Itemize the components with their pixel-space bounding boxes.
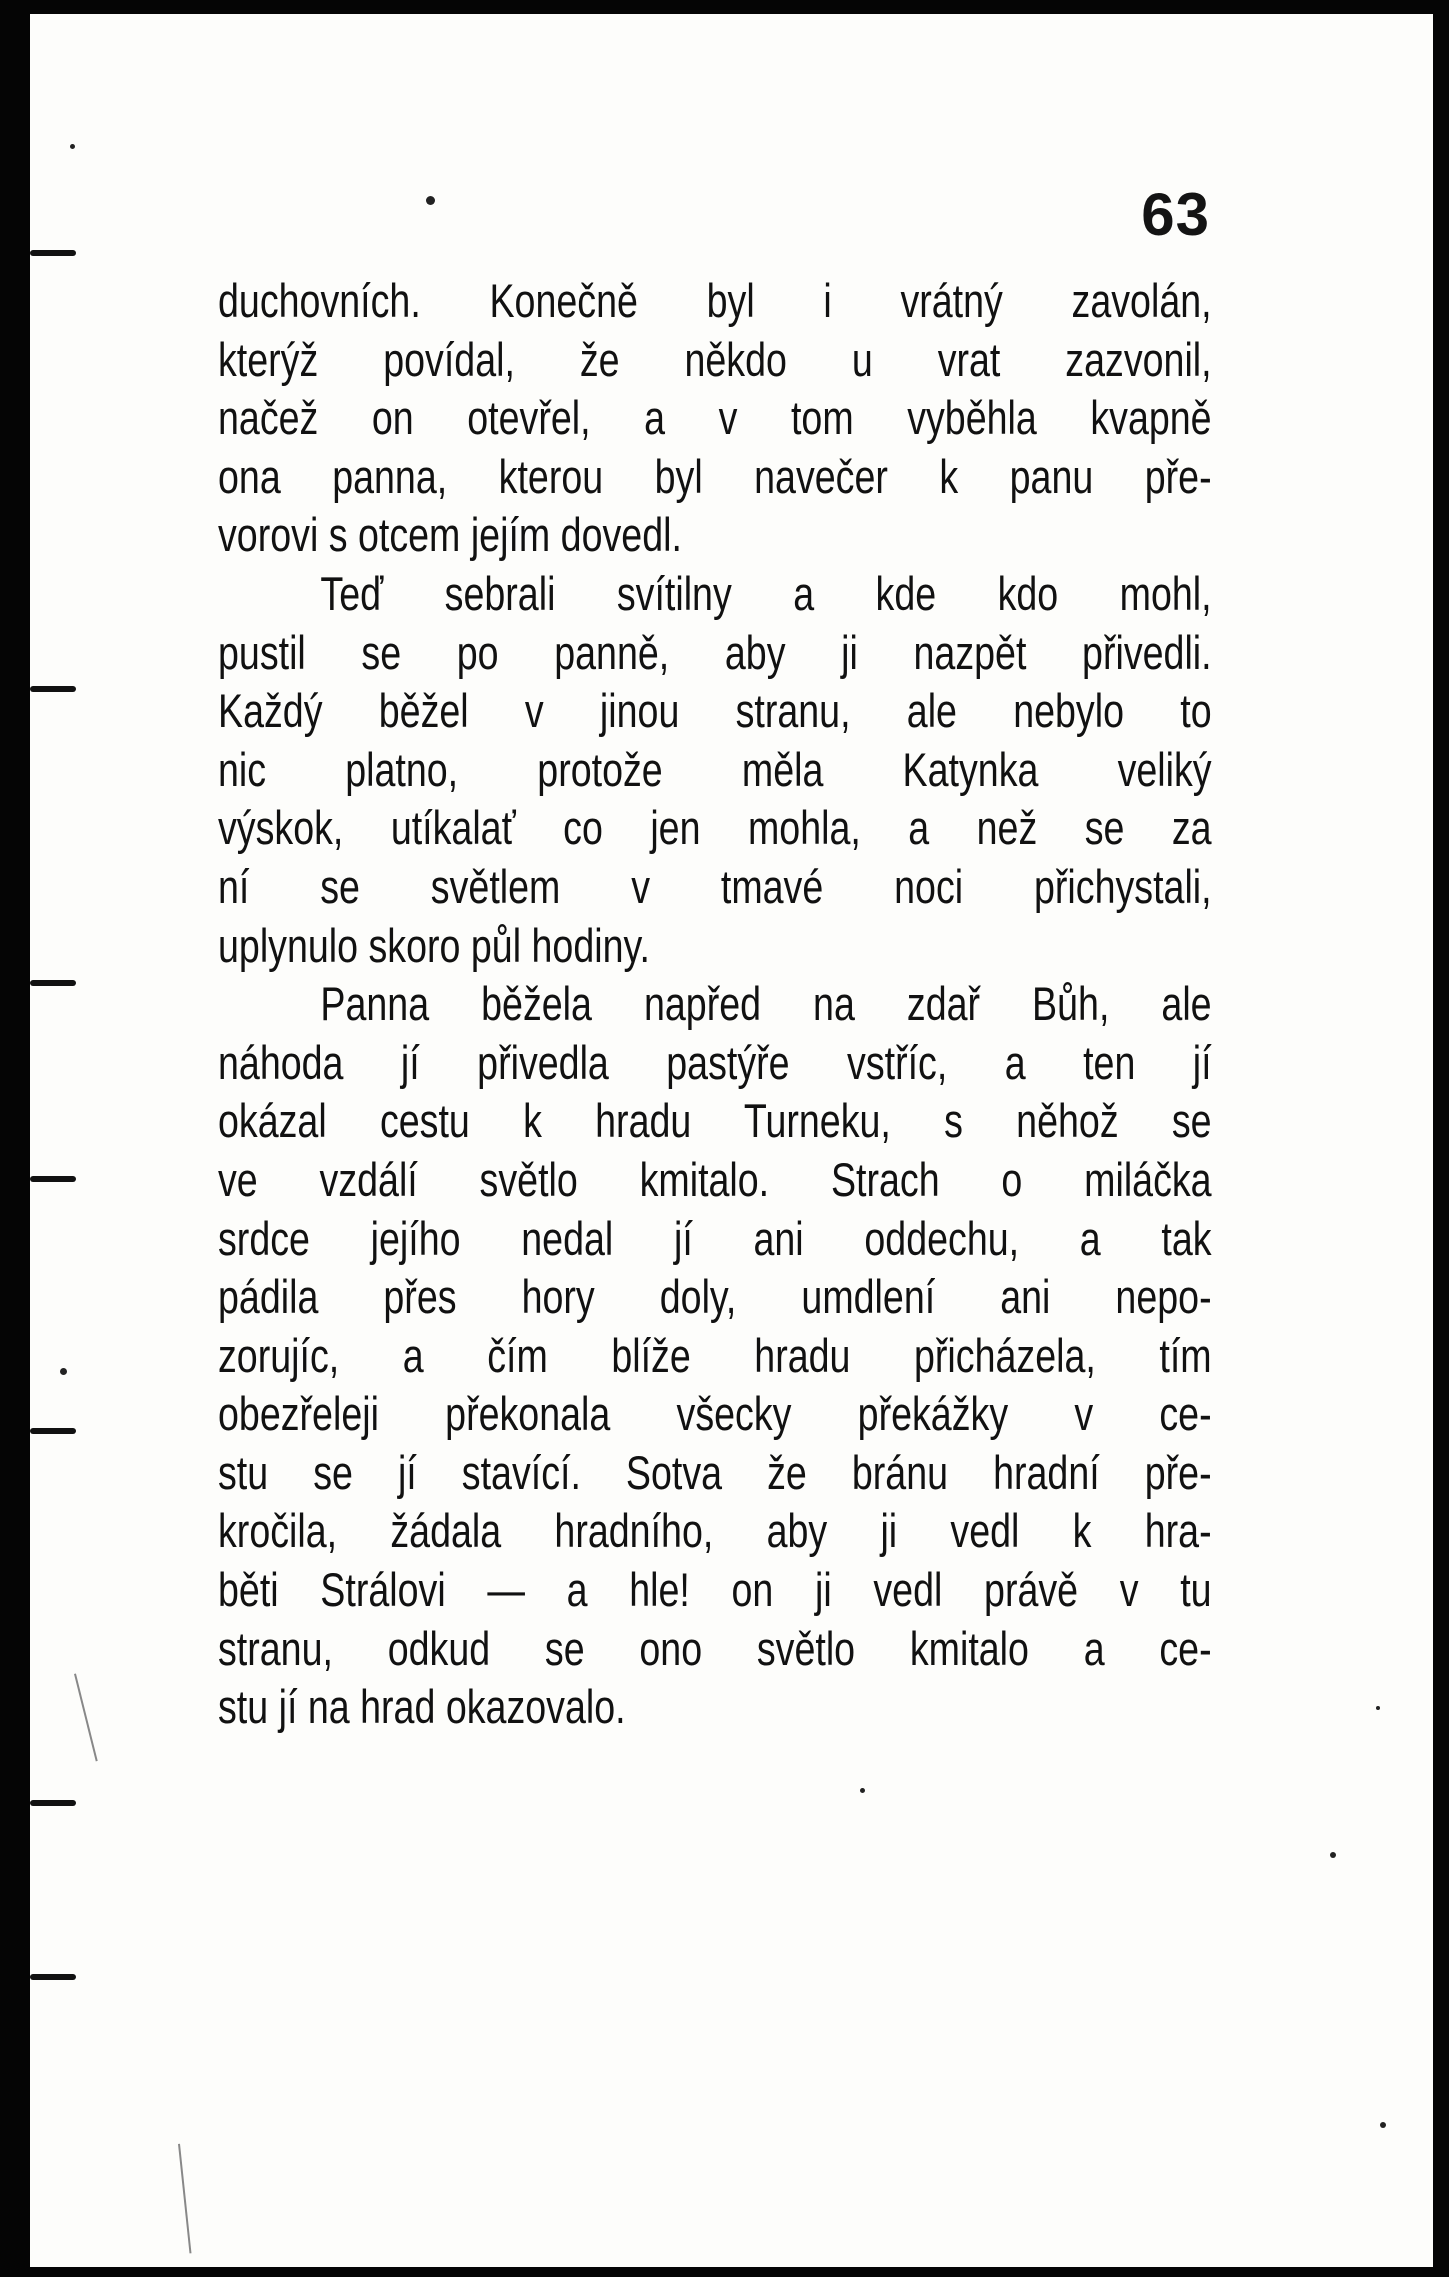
dust-speck <box>1330 1852 1336 1858</box>
scan-edge-right <box>1433 0 1449 2277</box>
text-line: okázal cestu k hradu Turneku, s něhož se <box>218 1094 1212 1148</box>
text-line: ve vzdálí světlo kmitalo. Strach o miláčka <box>218 1152 1212 1206</box>
text-line: ní se světlem v tmavé noci přichystali, <box>218 859 1212 913</box>
binding-thread-mark <box>30 1428 76 1434</box>
binding-thread-mark <box>30 1176 76 1182</box>
text-line: srdce jejího nedal jí ani oddechu, a tak <box>218 1211 1212 1265</box>
paragraph-start-line: Panna běžela napřed na zdař Bůh, ale <box>320 977 1212 1031</box>
text-line: stranu, odkud se ono světlo kmitalo a ce- <box>218 1621 1212 1675</box>
text-line: ona panna, kterou byl navečer k panu pře- <box>218 449 1212 503</box>
text-line: duchovních. Konečně byl i vrátný zavolán, <box>218 274 1212 327</box>
dust-speck <box>70 144 75 149</box>
text-line: stu jí na hrad okazovalo. <box>218 1680 626 1734</box>
dust-speck <box>426 196 435 205</box>
binding-thread-mark <box>30 250 76 256</box>
binding-thread-mark <box>30 1974 76 1980</box>
text-line: nic platno, protože měla Katynka veliký <box>218 742 1212 796</box>
binding-thread-mark <box>30 1800 76 1806</box>
text-line: uplynulo skoro půl hodiny. <box>218 918 650 972</box>
text-line: vorovi s otcem jejím dovedl. <box>218 508 682 562</box>
text-line: běti Strálovi — a hle! on ji vedl právě v tu <box>218 1563 1212 1617</box>
text-line: pádila přes hory doly, umdlení ani nepo- <box>218 1270 1212 1324</box>
text-line: stu se jí stavící. Sotva že bránu hradní pře- <box>218 1445 1212 1499</box>
paper-scratch <box>178 2144 191 2254</box>
text-line: obezřeleji překonala všecky překážky v ce- <box>218 1387 1212 1441</box>
dust-speck <box>60 1368 67 1375</box>
scan-edge-top <box>0 0 1449 14</box>
text-line: Každý běžel v jinou stranu, ale nebylo to <box>218 684 1212 738</box>
paper-scratch <box>74 1674 98 1762</box>
page-number: 63 <box>1141 181 1210 248</box>
dust-speck <box>860 1788 865 1793</box>
text-line: načež on otevřel, a v tom vyběhla kvapně <box>218 391 1212 445</box>
paragraph-start-line: Teď sebrali svítilny a kde kdo mohl, <box>320 566 1212 620</box>
text-line: zorujíc, a čím blíže hradu přicházela, tím <box>218 1328 1212 1382</box>
text-line: náhoda jí přivedla pastýře vstříc, a ten jí <box>218 1035 1212 1089</box>
text-line: pustil se po panně, aby ji nazpět přivedli. <box>218 625 1212 679</box>
text-line: výskok, utíkalať co jen mohla, a než se za <box>218 801 1212 855</box>
binding-thread-mark <box>30 980 76 986</box>
text-line: kročila, žádala hradního, aby ji vedl k hra- <box>218 1504 1212 1558</box>
dust-speck <box>1376 1706 1380 1710</box>
dust-speck <box>1380 2122 1386 2128</box>
scan-edge-left <box>0 0 30 2277</box>
binding-thread-mark <box>30 686 76 692</box>
text-line: kterýž povídal, že někdo u vrat zazvonil, <box>218 332 1212 386</box>
body-text <box>218 272 1212 1737</box>
scan-edge-bottom <box>0 2267 1449 2277</box>
